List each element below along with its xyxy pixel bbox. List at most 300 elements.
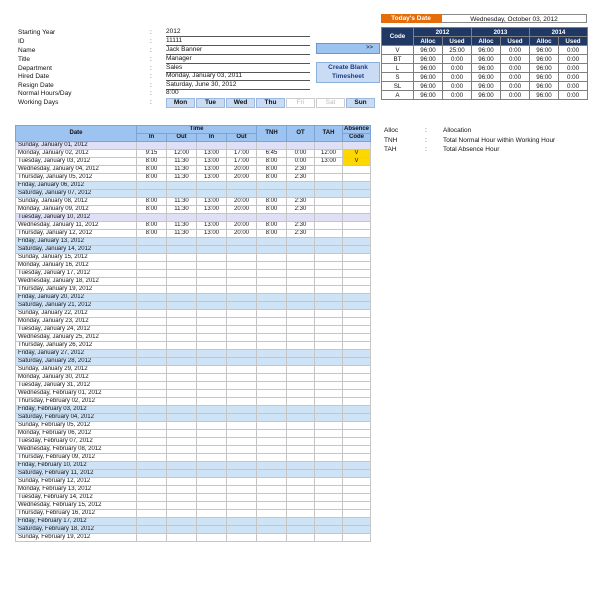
- time-cell[interactable]: [315, 406, 343, 414]
- time-cell[interactable]: [227, 294, 257, 302]
- time-cell[interactable]: [287, 470, 315, 478]
- time-cell[interactable]: [315, 302, 343, 310]
- time-cell[interactable]: [287, 358, 315, 366]
- working-day-toggle[interactable]: Thu: [256, 98, 285, 108]
- time-cell[interactable]: [315, 382, 343, 390]
- time-cell[interactable]: [257, 502, 287, 510]
- time-cell[interactable]: [227, 278, 257, 286]
- time-cell[interactable]: [227, 446, 257, 454]
- time-cell[interactable]: V: [343, 150, 371, 158]
- time-cell[interactable]: [137, 262, 167, 270]
- time-cell[interactable]: [287, 454, 315, 462]
- time-cell[interactable]: [343, 182, 371, 190]
- time-cell[interactable]: [257, 318, 287, 326]
- time-cell[interactable]: [343, 478, 371, 486]
- time-cell[interactable]: [343, 342, 371, 350]
- time-cell[interactable]: [167, 390, 197, 398]
- time-cell[interactable]: [227, 358, 257, 366]
- time-cell[interactable]: [343, 326, 371, 334]
- time-cell[interactable]: [287, 326, 315, 334]
- time-cell[interactable]: [287, 486, 315, 494]
- time-cell[interactable]: [137, 502, 167, 510]
- time-cell[interactable]: [137, 374, 167, 382]
- time-cell[interactable]: [167, 518, 197, 526]
- time-cell[interactable]: [287, 430, 315, 438]
- time-cell[interactable]: [257, 446, 287, 454]
- time-cell[interactable]: [167, 414, 197, 422]
- time-cell[interactable]: [315, 198, 343, 206]
- time-cell[interactable]: 11:30: [167, 174, 197, 182]
- time-cell[interactable]: [287, 246, 315, 254]
- time-cell[interactable]: 8:00: [137, 166, 167, 174]
- time-cell[interactable]: 12:00: [167, 150, 197, 158]
- time-cell[interactable]: [137, 286, 167, 294]
- time-cell[interactable]: [287, 278, 315, 286]
- time-cell[interactable]: [167, 262, 197, 270]
- time-cell[interactable]: [167, 454, 197, 462]
- time-cell[interactable]: [315, 190, 343, 198]
- time-cell[interactable]: [315, 494, 343, 502]
- time-cell[interactable]: [227, 462, 257, 470]
- time-cell[interactable]: [315, 310, 343, 318]
- time-cell[interactable]: [315, 318, 343, 326]
- time-cell[interactable]: [137, 142, 167, 150]
- time-cell[interactable]: [227, 390, 257, 398]
- time-cell[interactable]: [137, 366, 167, 374]
- time-cell[interactable]: [257, 238, 287, 246]
- time-cell[interactable]: [315, 390, 343, 398]
- time-cell[interactable]: [315, 254, 343, 262]
- time-cell[interactable]: [315, 350, 343, 358]
- time-cell[interactable]: [167, 238, 197, 246]
- time-cell[interactable]: [315, 454, 343, 462]
- time-cell[interactable]: [197, 342, 227, 350]
- time-cell[interactable]: [315, 262, 343, 270]
- time-cell[interactable]: [137, 382, 167, 390]
- time-cell[interactable]: [137, 534, 167, 542]
- time-cell[interactable]: [227, 494, 257, 502]
- time-cell[interactable]: [227, 270, 257, 278]
- time-cell[interactable]: 6:45: [257, 150, 287, 158]
- time-cell[interactable]: 12:00: [315, 150, 343, 158]
- time-cell[interactable]: 8:00: [137, 230, 167, 238]
- time-cell[interactable]: [315, 430, 343, 438]
- time-cell[interactable]: [315, 438, 343, 446]
- time-cell[interactable]: [137, 318, 167, 326]
- time-cell[interactable]: [197, 358, 227, 366]
- time-cell[interactable]: [167, 182, 197, 190]
- time-cell[interactable]: [343, 510, 371, 518]
- time-cell[interactable]: [343, 278, 371, 286]
- time-cell[interactable]: [257, 478, 287, 486]
- time-cell[interactable]: 11:30: [167, 230, 197, 238]
- time-cell[interactable]: [227, 318, 257, 326]
- time-cell[interactable]: [197, 182, 227, 190]
- time-cell[interactable]: 8:00: [257, 198, 287, 206]
- time-cell[interactable]: [137, 334, 167, 342]
- time-cell[interactable]: [167, 350, 197, 358]
- time-cell[interactable]: [197, 286, 227, 294]
- time-cell[interactable]: [167, 478, 197, 486]
- time-cell[interactable]: [315, 510, 343, 518]
- time-cell[interactable]: [137, 350, 167, 358]
- time-cell[interactable]: [167, 270, 197, 278]
- time-cell[interactable]: [343, 502, 371, 510]
- time-cell[interactable]: [287, 502, 315, 510]
- time-cell[interactable]: 13:00: [197, 150, 227, 158]
- time-cell[interactable]: [257, 262, 287, 270]
- time-cell[interactable]: 13:00: [197, 166, 227, 174]
- time-cell[interactable]: [197, 454, 227, 462]
- time-cell[interactable]: [315, 486, 343, 494]
- time-cell[interactable]: V: [343, 158, 371, 166]
- time-cell[interactable]: [315, 294, 343, 302]
- time-cell[interactable]: [343, 310, 371, 318]
- time-cell[interactable]: [287, 414, 315, 422]
- time-cell[interactable]: [343, 286, 371, 294]
- time-cell[interactable]: [197, 142, 227, 150]
- time-cell[interactable]: [343, 446, 371, 454]
- time-cell[interactable]: [315, 270, 343, 278]
- time-cell[interactable]: [197, 270, 227, 278]
- time-cell[interactable]: [343, 494, 371, 502]
- time-cell[interactable]: [137, 310, 167, 318]
- time-cell[interactable]: [287, 374, 315, 382]
- time-cell[interactable]: [167, 494, 197, 502]
- time-cell[interactable]: [167, 318, 197, 326]
- time-cell[interactable]: [287, 190, 315, 198]
- time-cell[interactable]: [257, 414, 287, 422]
- time-cell[interactable]: [343, 390, 371, 398]
- time-cell[interactable]: [287, 294, 315, 302]
- time-cell[interactable]: [197, 502, 227, 510]
- time-cell[interactable]: 2:30: [287, 166, 315, 174]
- time-cell[interactable]: [197, 478, 227, 486]
- time-cell[interactable]: [315, 142, 343, 150]
- time-cell[interactable]: 13:00: [197, 222, 227, 230]
- time-cell[interactable]: [227, 486, 257, 494]
- time-cell[interactable]: [197, 430, 227, 438]
- time-cell[interactable]: [227, 254, 257, 262]
- time-cell[interactable]: [315, 518, 343, 526]
- time-cell[interactable]: [257, 422, 287, 430]
- time-cell[interactable]: [167, 374, 197, 382]
- time-cell[interactable]: [197, 406, 227, 414]
- time-cell[interactable]: [287, 446, 315, 454]
- time-cell[interactable]: 9:15: [137, 150, 167, 158]
- time-cell[interactable]: [257, 390, 287, 398]
- time-cell[interactable]: [287, 302, 315, 310]
- time-cell[interactable]: 13:00: [197, 230, 227, 238]
- time-cell[interactable]: [287, 494, 315, 502]
- time-cell[interactable]: [227, 214, 257, 222]
- time-cell[interactable]: [287, 382, 315, 390]
- time-cell[interactable]: [167, 438, 197, 446]
- time-cell[interactable]: [137, 326, 167, 334]
- time-cell[interactable]: [257, 286, 287, 294]
- time-cell[interactable]: [137, 462, 167, 470]
- time-cell[interactable]: 8:00: [257, 222, 287, 230]
- time-cell[interactable]: [137, 518, 167, 526]
- time-cell[interactable]: 11:30: [167, 198, 197, 206]
- time-cell[interactable]: 13:00: [315, 158, 343, 166]
- time-cell[interactable]: [257, 398, 287, 406]
- time-cell[interactable]: [197, 510, 227, 518]
- time-cell[interactable]: [167, 286, 197, 294]
- time-cell[interactable]: [257, 430, 287, 438]
- time-cell[interactable]: [137, 430, 167, 438]
- time-cell[interactable]: [343, 422, 371, 430]
- time-cell[interactable]: 8:00: [257, 174, 287, 182]
- time-cell[interactable]: [315, 222, 343, 230]
- time-cell[interactable]: 8:00: [137, 222, 167, 230]
- time-cell[interactable]: [137, 406, 167, 414]
- time-cell[interactable]: [343, 414, 371, 422]
- time-cell[interactable]: 8:00: [137, 174, 167, 182]
- time-cell[interactable]: [343, 470, 371, 478]
- time-cell[interactable]: [167, 470, 197, 478]
- time-cell[interactable]: [257, 510, 287, 518]
- time-cell[interactable]: [227, 406, 257, 414]
- time-cell[interactable]: 8:00: [257, 206, 287, 214]
- time-cell[interactable]: [197, 326, 227, 334]
- time-cell[interactable]: [257, 534, 287, 542]
- time-cell[interactable]: [315, 502, 343, 510]
- time-cell[interactable]: [227, 142, 257, 150]
- working-day-toggle[interactable]: Wed: [226, 98, 255, 108]
- time-cell[interactable]: [167, 302, 197, 310]
- info-value-field[interactable]: Sales: [166, 64, 310, 73]
- time-cell[interactable]: [287, 342, 315, 350]
- time-cell[interactable]: [343, 230, 371, 238]
- time-cell[interactable]: 2:30: [287, 222, 315, 230]
- time-cell[interactable]: [343, 270, 371, 278]
- time-cell[interactable]: [257, 142, 287, 150]
- time-cell[interactable]: [287, 286, 315, 294]
- time-cell[interactable]: [287, 438, 315, 446]
- info-value-field[interactable]: Saturday, June 30, 2012: [166, 81, 310, 90]
- time-cell[interactable]: 20:00: [227, 206, 257, 214]
- time-cell[interactable]: [257, 342, 287, 350]
- time-cell[interactable]: [287, 398, 315, 406]
- time-cell[interactable]: [257, 470, 287, 478]
- time-cell[interactable]: [227, 422, 257, 430]
- info-value-field[interactable]: 11111: [166, 37, 310, 46]
- time-cell[interactable]: [315, 422, 343, 430]
- time-cell[interactable]: [197, 238, 227, 246]
- time-cell[interactable]: [287, 350, 315, 358]
- time-cell[interactable]: [197, 398, 227, 406]
- time-cell[interactable]: [343, 214, 371, 222]
- time-cell[interactable]: [287, 182, 315, 190]
- time-cell[interactable]: [343, 350, 371, 358]
- time-cell[interactable]: [343, 238, 371, 246]
- working-day-toggle[interactable]: Tue: [196, 98, 225, 108]
- time-cell[interactable]: [315, 366, 343, 374]
- time-cell[interactable]: 13:00: [197, 174, 227, 182]
- info-value-field[interactable]: Monday, January 03, 2011: [166, 72, 310, 81]
- time-cell[interactable]: [167, 534, 197, 542]
- time-cell[interactable]: [343, 358, 371, 366]
- time-cell[interactable]: [287, 462, 315, 470]
- time-cell[interactable]: [287, 390, 315, 398]
- time-cell[interactable]: [227, 454, 257, 462]
- time-cell[interactable]: [167, 254, 197, 262]
- time-cell[interactable]: [197, 438, 227, 446]
- time-cell[interactable]: [315, 206, 343, 214]
- time-cell[interactable]: [197, 302, 227, 310]
- time-cell[interactable]: [197, 382, 227, 390]
- time-cell[interactable]: [343, 366, 371, 374]
- time-cell[interactable]: [197, 390, 227, 398]
- time-cell[interactable]: [287, 214, 315, 222]
- time-cell[interactable]: [227, 438, 257, 446]
- working-day-toggle[interactable]: Mon: [166, 98, 195, 108]
- time-cell[interactable]: [167, 382, 197, 390]
- time-cell[interactable]: 11:30: [167, 206, 197, 214]
- time-cell[interactable]: [137, 510, 167, 518]
- info-value-field[interactable]: 8:00: [166, 89, 179, 96]
- time-cell[interactable]: [257, 334, 287, 342]
- time-cell[interactable]: [343, 294, 371, 302]
- time-cell[interactable]: [257, 406, 287, 414]
- time-cell[interactable]: [197, 486, 227, 494]
- time-cell[interactable]: 11:30: [167, 158, 197, 166]
- time-cell[interactable]: [227, 238, 257, 246]
- time-cell[interactable]: [287, 478, 315, 486]
- time-cell[interactable]: 20:00: [227, 222, 257, 230]
- time-cell[interactable]: [257, 382, 287, 390]
- time-cell[interactable]: 8:00: [257, 166, 287, 174]
- time-cell[interactable]: [197, 334, 227, 342]
- time-cell[interactable]: [287, 142, 315, 150]
- time-cell[interactable]: [137, 342, 167, 350]
- time-cell[interactable]: [287, 534, 315, 542]
- time-cell[interactable]: [257, 182, 287, 190]
- working-day-toggle[interactable]: Sun: [346, 98, 375, 108]
- time-cell[interactable]: [315, 398, 343, 406]
- time-cell[interactable]: 20:00: [227, 174, 257, 182]
- time-cell[interactable]: [167, 334, 197, 342]
- time-cell[interactable]: [227, 334, 257, 342]
- time-cell[interactable]: [137, 246, 167, 254]
- time-cell[interactable]: [227, 286, 257, 294]
- time-cell[interactable]: [197, 494, 227, 502]
- time-cell[interactable]: [315, 286, 343, 294]
- time-cell[interactable]: [197, 310, 227, 318]
- time-cell[interactable]: 2:30: [287, 174, 315, 182]
- working-day-toggle[interactable]: Fri: [286, 98, 315, 108]
- time-cell[interactable]: [343, 246, 371, 254]
- time-cell[interactable]: [197, 374, 227, 382]
- time-cell[interactable]: [227, 526, 257, 534]
- time-cell[interactable]: [227, 478, 257, 486]
- next-button[interactable]: [316, 43, 380, 54]
- time-cell[interactable]: [227, 534, 257, 542]
- time-cell[interactable]: [167, 326, 197, 334]
- time-cell[interactable]: [343, 318, 371, 326]
- time-cell[interactable]: [287, 518, 315, 526]
- time-cell[interactable]: [257, 518, 287, 526]
- time-cell[interactable]: [197, 526, 227, 534]
- time-cell[interactable]: [137, 414, 167, 422]
- time-cell[interactable]: [137, 486, 167, 494]
- time-cell[interactable]: [197, 470, 227, 478]
- time-cell[interactable]: [287, 422, 315, 430]
- time-cell[interactable]: [137, 422, 167, 430]
- time-cell[interactable]: [227, 302, 257, 310]
- time-cell[interactable]: [315, 462, 343, 470]
- time-cell[interactable]: [343, 534, 371, 542]
- time-cell[interactable]: [197, 262, 227, 270]
- time-cell[interactable]: [197, 190, 227, 198]
- time-cell[interactable]: [167, 486, 197, 494]
- time-cell[interactable]: [315, 342, 343, 350]
- time-cell[interactable]: 0:00: [287, 150, 315, 158]
- time-cell[interactable]: [343, 406, 371, 414]
- time-cell[interactable]: 13:00: [197, 206, 227, 214]
- time-cell[interactable]: [197, 214, 227, 222]
- time-cell[interactable]: [137, 238, 167, 246]
- time-cell[interactable]: [257, 438, 287, 446]
- create-blank-timesheet-button[interactable]: [316, 62, 380, 83]
- time-cell[interactable]: [167, 406, 197, 414]
- time-cell[interactable]: [315, 446, 343, 454]
- time-cell[interactable]: [315, 334, 343, 342]
- time-cell[interactable]: [167, 398, 197, 406]
- time-cell[interactable]: [343, 190, 371, 198]
- time-cell[interactable]: [287, 254, 315, 262]
- info-value-field[interactable]: Jack Banner: [166, 46, 310, 55]
- time-cell[interactable]: [343, 222, 371, 230]
- time-cell[interactable]: [137, 470, 167, 478]
- time-cell[interactable]: [287, 406, 315, 414]
- time-cell[interactable]: [343, 382, 371, 390]
- time-cell[interactable]: 0:00: [287, 158, 315, 166]
- time-cell[interactable]: [343, 454, 371, 462]
- time-cell[interactable]: [227, 246, 257, 254]
- time-cell[interactable]: [137, 398, 167, 406]
- time-cell[interactable]: [227, 326, 257, 334]
- time-cell[interactable]: [315, 478, 343, 486]
- time-cell[interactable]: [197, 462, 227, 470]
- time-cell[interactable]: [227, 510, 257, 518]
- info-value-field[interactable]: Manager: [166, 55, 310, 64]
- time-cell[interactable]: 13:00: [197, 158, 227, 166]
- time-cell[interactable]: [257, 454, 287, 462]
- time-cell[interactable]: [167, 366, 197, 374]
- time-cell[interactable]: [315, 526, 343, 534]
- time-cell[interactable]: [315, 470, 343, 478]
- time-cell[interactable]: [257, 486, 287, 494]
- time-cell[interactable]: 17:00: [227, 150, 257, 158]
- time-cell[interactable]: [343, 486, 371, 494]
- time-cell[interactable]: [197, 278, 227, 286]
- time-cell[interactable]: [227, 470, 257, 478]
- time-cell[interactable]: [137, 254, 167, 262]
- working-day-toggle[interactable]: Sat: [316, 98, 345, 108]
- time-cell[interactable]: [167, 526, 197, 534]
- time-cell[interactable]: [137, 446, 167, 454]
- time-cell[interactable]: [227, 350, 257, 358]
- time-cell[interactable]: [197, 318, 227, 326]
- time-cell[interactable]: [167, 278, 197, 286]
- time-cell[interactable]: 20:00: [227, 166, 257, 174]
- time-cell[interactable]: [287, 238, 315, 246]
- time-cell[interactable]: [257, 254, 287, 262]
- time-cell[interactable]: [343, 166, 371, 174]
- time-cell[interactable]: [227, 262, 257, 270]
